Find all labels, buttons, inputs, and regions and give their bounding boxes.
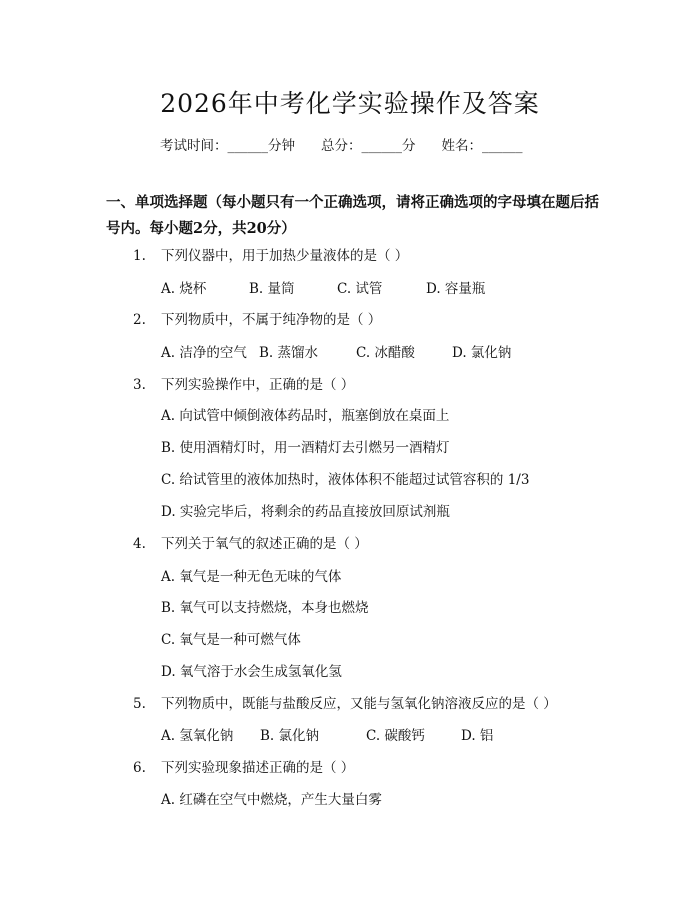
option-c: C. 冰醋酸 [356, 345, 415, 361]
question-stem: 下列实验操作中，正确的是（ ） [161, 377, 355, 393]
question-stem: 下列仪器中，用于加热少量液体的是（ ） [161, 248, 409, 264]
option-b: B. 使用酒精灯时，用一酒精灯去引燃另一酒精灯 [161, 440, 450, 456]
question-2 [133, 308, 381, 328]
question-5 [133, 692, 557, 712]
option-a: A. 氧气是一种无色无味的气体 [161, 569, 342, 585]
question-number: 1. [133, 248, 146, 264]
option-c: C. 氧气是一种可燃气体 [161, 632, 301, 648]
page-title: 2026年中考化学实验操作及答案 [160, 89, 540, 118]
question-number: 5. [133, 696, 146, 712]
question-number: 2. [133, 312, 146, 328]
question-6 [133, 756, 354, 776]
option-c: C. 给试管里的液体加热时，液体体积不能超过试管容积的 1/3 [161, 472, 530, 488]
option-d: D. 氯化钠 [452, 345, 512, 361]
question-stem: 下列物质中，既能与盐酸反应，又能与氢氧化钠溶液反应的是（ ） [161, 696, 557, 712]
option-a: A. 向试管中倾倒液体药品时，瓶塞倒放在桌面上 [161, 408, 450, 424]
question-number: 3. [133, 377, 146, 393]
question-3 [133, 373, 354, 393]
option-a: A. 洁净的空气 [161, 345, 247, 361]
exam-meta [160, 134, 523, 154]
option-a: A. 烧杯 [161, 281, 207, 297]
question-5-options [161, 724, 493, 744]
question-4 [133, 532, 368, 552]
option-d: D. 氧气溶于水会生成氢氧化氢 [161, 664, 342, 680]
exam-time-field: 考试时间：______分钟 [160, 138, 295, 154]
option-d: D. 实验完毕后，将剩余的药品直接放回原试剂瓶 [161, 504, 450, 520]
total-score-field: 总分：______分 [321, 138, 416, 154]
question-number: 6. [133, 760, 146, 776]
section-heading: 一、单项选择题（每小题只有一个正确选项，请将正确选项的字母填在题后括号内。每小题2分，共20分） [106, 194, 599, 237]
option-d: D. 铝 [461, 728, 494, 744]
option-a: A. 氢氧化钠 [161, 728, 234, 744]
option-a: A. 红磷在空气中燃烧，产生大量白雾 [161, 792, 382, 808]
option-b: B. 量筒 [249, 281, 295, 297]
student-name-field: 姓名：______ [441, 138, 523, 154]
option-c: C. 碳酸钙 [366, 728, 425, 744]
option-b: B. 蒸馏水 [259, 345, 319, 361]
option-d: D. 容量瓶 [426, 281, 486, 297]
question-2-options [161, 341, 511, 361]
option-c: C. 试管 [337, 281, 383, 297]
question-stem: 下列关于氧气的叙述正确的是（ ） [161, 536, 368, 552]
question-number: 4. [133, 536, 146, 552]
question-1-options [161, 277, 485, 297]
option-b: B. 氯化钠 [260, 728, 320, 744]
question-1 [133, 244, 408, 264]
question-stem: 下列实验现象描述正确的是（ ） [161, 760, 355, 776]
option-b: B. 氧气可以支持燃烧，本身也燃烧 [161, 600, 369, 616]
question-stem: 下列物质中，不属于纯净物的是（ ） [161, 312, 382, 328]
